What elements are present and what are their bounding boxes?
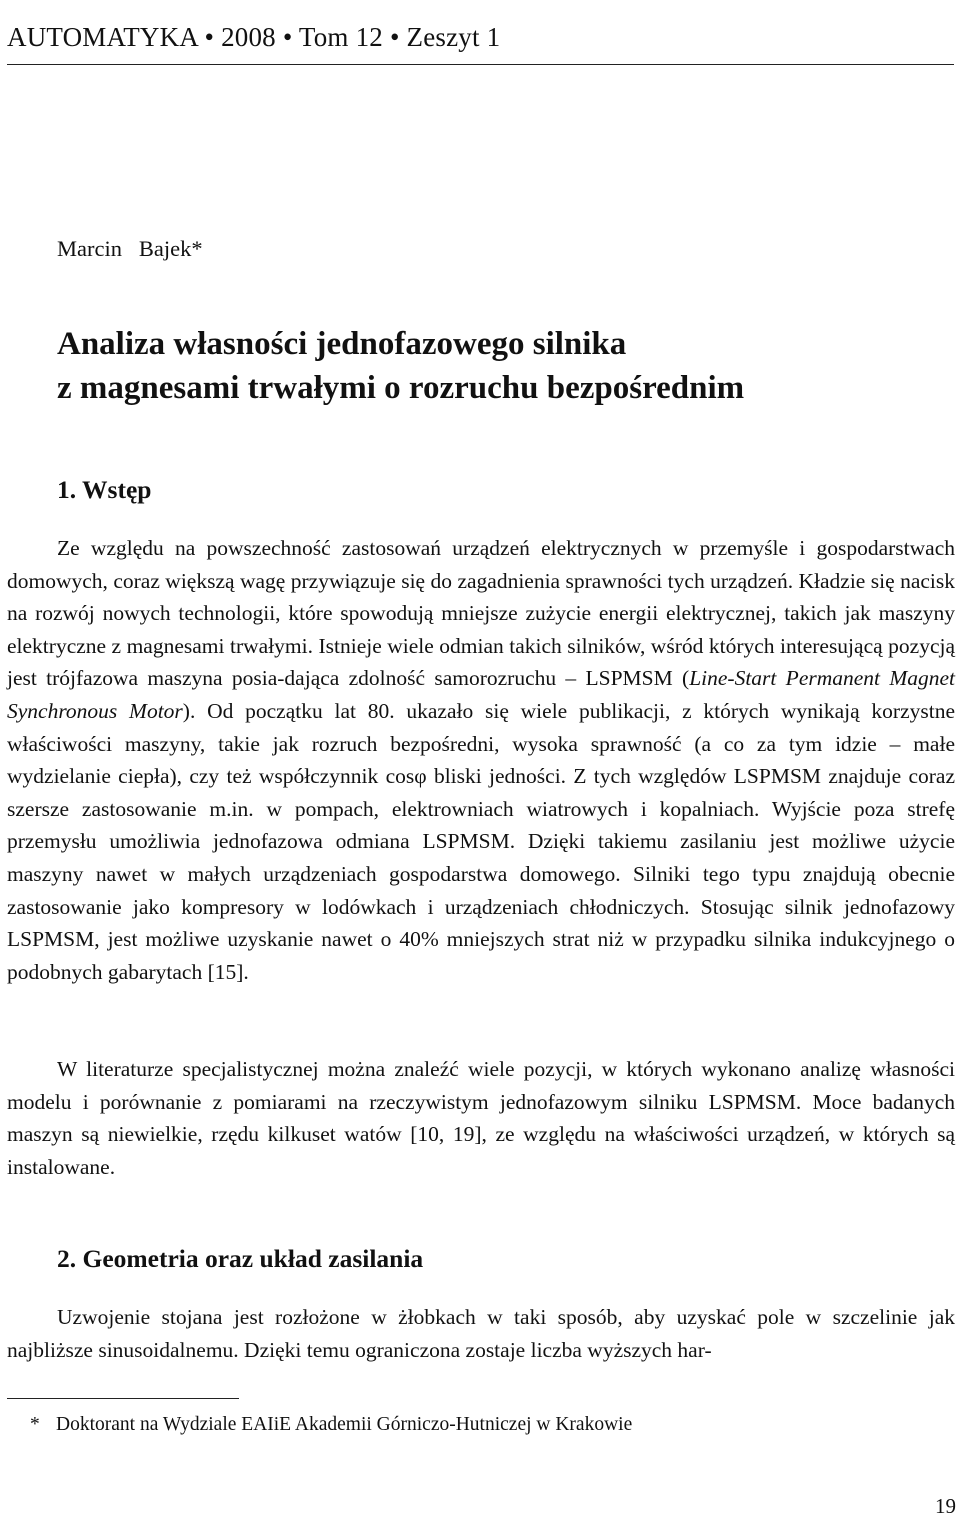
section-1-paragraph-1 xyxy=(7,532,955,988)
paper-title xyxy=(57,322,937,410)
paragraph-italic-text: Line-Start Permanent Magnet Synchronous Motor xyxy=(7,666,955,723)
paragraph-text: Ze względu na powszechność zastosowań urządzeń elektrycznych w przemyśle i gospodarstwach domowych, coraz większą wagę przywiązuje się do zagadnienia sprawności tych urządzeń. Kładzie się nacisk na rozwój nowych technologii, które spowodują mniejsze zużycie energii elektrycznej, takich jak maszyny elektryczne z magnesami trwałymi. Istnieje wiele odmian takich silników, wśród których interesującą pozycją jest trójfazowa maszyna posia-dająca zdolność samorozruchu – LSPMSM ( xyxy=(7,536,955,691)
footnote-mark: * xyxy=(30,1414,40,1435)
title-line-2: z magnesami trwałymi o rozruchu bezpośrednim xyxy=(57,370,745,406)
section-1-paragraph-2: W literaturze specjalistycznej można znaleźć wiele pozycji, w których wykonano analizę własności modelu i porównanie z pomiarami na rzeczywistym jednofazowym silniku LSPMSM. Moce badanych maszyn są niewielkie, rzędu kilkuset watów [10, 19], ze względu na właściwości urządzeń, w których są instalowane. xyxy=(7,1057,955,1179)
footnote-divider xyxy=(7,1398,239,1399)
title-line-1: Analiza własności jednofazowego silnika xyxy=(57,326,627,362)
section-2-heading: 2. Geometria oraz układ zasilania xyxy=(57,1244,424,1273)
footnote xyxy=(30,1414,632,1436)
footnote-text: Doktorant na Wydziale EAIiE Akademii Górniczo-Hutniczej w Krakowie xyxy=(56,1414,633,1435)
section-2-paragraph-1: Uzwojenie stojana jest rozłożone w żłobkach w taki sposób, aby uzyskać pole w szczelinie jak najbliższe sinusoidalnemu. Dzięki temu ograniczona zostaje liczba wyższych har- xyxy=(7,1305,955,1362)
running-header xyxy=(7,22,954,65)
page-number: 19 xyxy=(935,1494,956,1518)
paragraph-text: ). Od początku lat 80. ukazało się wiele publikacji, z których wynikają korzystne właściwości maszyny, takie jak rozruch bezpośredni, wysoka sprawność (a co za tym idzie – małe wydzielanie ciepła), czy też współczynnik cosφ bliski jedności. Z tych względów LSPMSM znajduje coraz szersze zastosowanie m.in. w pompach, elektrowniach wiatrowych i kopalniach. Wyjście poza strefę przemysłu umożliwia jednofazowa odmiana LSPMSM. Dzięki takiemu zasilaniu jest możliwe użycie maszyny nawet w małych urządzeniach gospodarstwa domowego. Silniki tego typu znajdują obecnie zastosowanie jako kompresory w lodówkach i urządzeniach chłodniczych. Stosując silnik jednofazowy LSPMSM, jest możliwe uzyskanie nawet o 40% mniejszych strat niż w przypadku silnika indukcyjnego o podobnych gabarytach [15]. xyxy=(7,698,955,984)
section-1-heading: 1. Wstęp xyxy=(57,475,152,504)
running-title: AUTOMATYKA • 2008 • Tom 12 • Zeszyt 1 xyxy=(7,22,501,52)
author-name: Marcin Bajek* xyxy=(57,236,203,261)
